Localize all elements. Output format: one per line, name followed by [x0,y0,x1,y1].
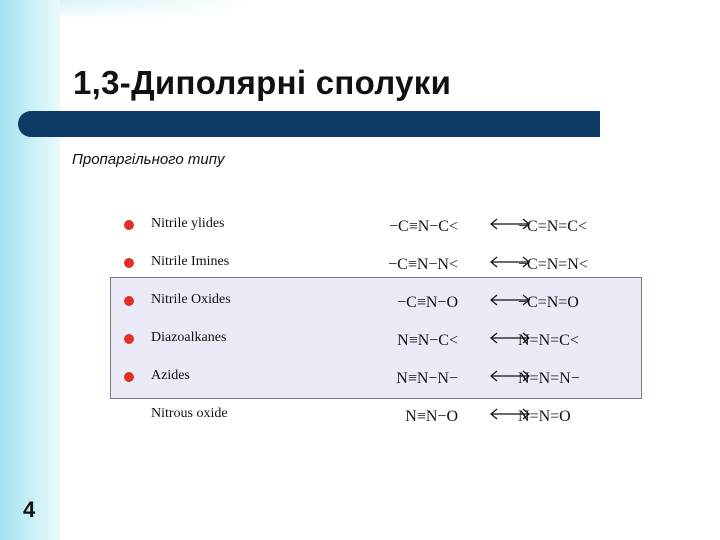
resonance-structure-right [518,212,628,242]
structure-formula: −C≡N−C< [389,218,458,235]
bullet-icon [124,296,134,306]
compound-name: Nitrile ylides [151,216,225,231]
structure-formula: −C=N=O [518,294,579,311]
resonance-structure-right [518,288,628,318]
table-row [110,242,642,280]
structure-formula: N=N=O [518,408,571,425]
structure-formula: −C=N=N< [518,256,588,273]
resonance-structure-left [348,250,458,280]
structure-formula: −C≡N−N< [388,256,458,273]
dipole-table [110,202,642,432]
resonance-structure-right [518,250,628,280]
structure-formula: N≡N−C< [397,332,458,349]
slide-subtitle: Пропаргільного типу [72,151,225,168]
compound-name: Nitrile Oxides [151,292,231,307]
bullet-icon [124,372,134,382]
structure-formula: −C≡N−O [397,294,458,311]
resonance-structure-right [518,364,628,394]
table-row [110,280,642,318]
bullet-icon [124,220,134,230]
compound-name: Diazoalkanes [151,330,227,345]
resonance-structure-left [348,212,458,242]
structure-formula: N≡N−O [405,408,458,425]
slide-title: 1,3-Диполярні сполуки [73,64,452,101]
table-row [110,204,642,242]
compound-name: Azides [151,368,190,383]
structure-formula: N≡N−N− [396,370,458,387]
title-underline-bar [18,111,600,137]
resonance-structure-left [348,326,458,356]
structure-formula: N=N=N− [518,370,580,387]
resonance-structure-right [518,402,628,432]
resonance-structure-left [348,288,458,318]
compound-name: Nitrous oxide [151,406,228,421]
resonance-structure-left [348,402,458,432]
table-row [110,356,642,394]
bullet-icon [124,334,134,344]
structure-formula: N=N=C< [518,332,579,349]
resonance-structure-left [348,364,458,394]
structure-formula: −C=N=C< [518,218,587,235]
decorative-left-band [0,0,60,540]
bullet-icon [124,258,134,268]
compound-name: Nitrile Imines [151,254,230,269]
table-row [110,394,642,432]
table-row [110,318,642,356]
page-number: 4 [23,497,36,522]
resonance-structure-right [518,326,628,356]
